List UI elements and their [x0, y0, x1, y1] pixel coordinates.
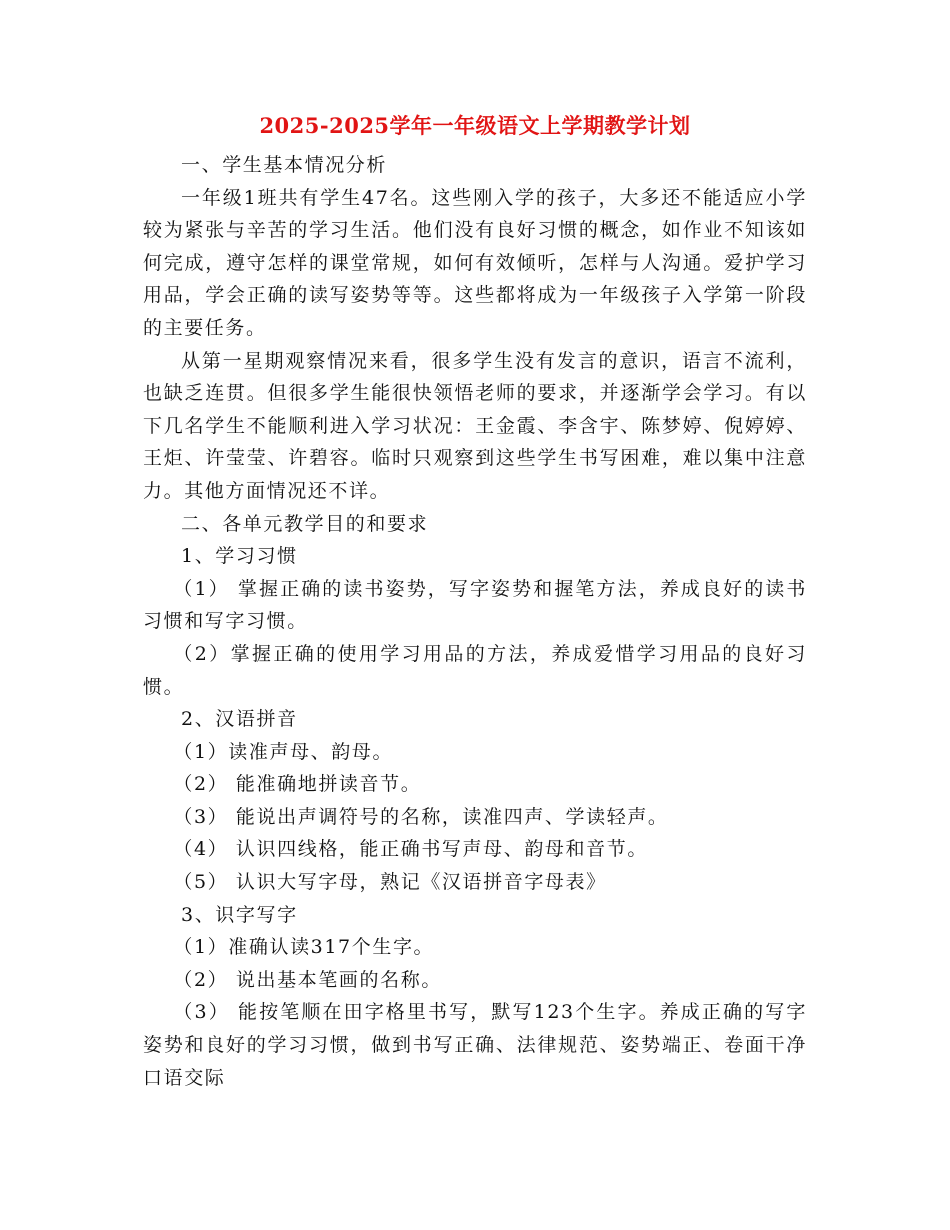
list-item: （3） 能说出声调符号的名称，读准四声、学读轻声。	[173, 805, 669, 828]
document-title: 2025-2025学年一年级语文上学期教学计划	[259, 113, 691, 138]
list-item: （5） 认识大写字母，熟记《汉语拼音字母表》	[173, 871, 607, 894]
subheading-study-habits: 1、学习习惯	[181, 545, 298, 568]
subheading-literacy-writing: 3、识字写字	[181, 903, 298, 926]
list-item: （2）掌握正确的使用学习用品的方法，养成爱惜学习用品的良好习惯。	[143, 642, 807, 698]
list-item: （3） 能按笔顺在田字格里书写，默写123个生字。养成正确的写字姿势和良好的学习习惯，做到书写正确、法律规范、姿势端正、卷面干净口语交际	[143, 1001, 807, 1089]
list-item: （4） 认识四线格，能正确书写声母、韵母和音节。	[173, 838, 648, 861]
list-item: （2） 能准确地拼读音节。	[173, 773, 422, 796]
list-item: （1）准确认读317个生字。	[173, 936, 435, 959]
paragraph-observation: 从第一星期观察情况来看，很多学生没有发言的意识，语言不流利，也缺乏连贯。但很多学生能很快领悟老师的要求，并逐渐学会学习。有以下几名学生不能顺利进入学习状况：王金霞、李含宇、陈梦婷、倪婷婷、王炬、许莹莹、许碧容。临时只观察到这些学生书写困难，难以集中注意力。其他方面情况还不详。	[143, 349, 807, 502]
paragraph-class-overview: 一年级1班共有学生47名。这些刚入学的孩子，大多还不能适应小学较为紧张与辛苦的学习生活。他们没有良好习惯的概念，如作业不知该如何完成，遵守怎样的课堂常规，如何有效倾听，怎样与人沟通。爱护学习用品，学会正确的读写姿势等等。这些都将成为一年级孩子入学第一阶段的主要任务。	[143, 186, 807, 339]
heading-section-1: 一、学生基本情况分析	[181, 154, 388, 176]
heading-section-2: 二、各单元教学目的和要求	[181, 512, 429, 535]
list-item: （1） 掌握正确的读书姿势，写字姿势和握笔方法，养成良好的读书习惯和写字习惯。	[143, 577, 807, 633]
list-item: （2） 说出基本笔画的名称。	[173, 968, 442, 991]
subheading-pinyin: 2、汉语拼音	[181, 708, 298, 731]
list-item: （1）读准声母、韵母。	[173, 740, 394, 763]
document-body	[143, 149, 807, 1094]
